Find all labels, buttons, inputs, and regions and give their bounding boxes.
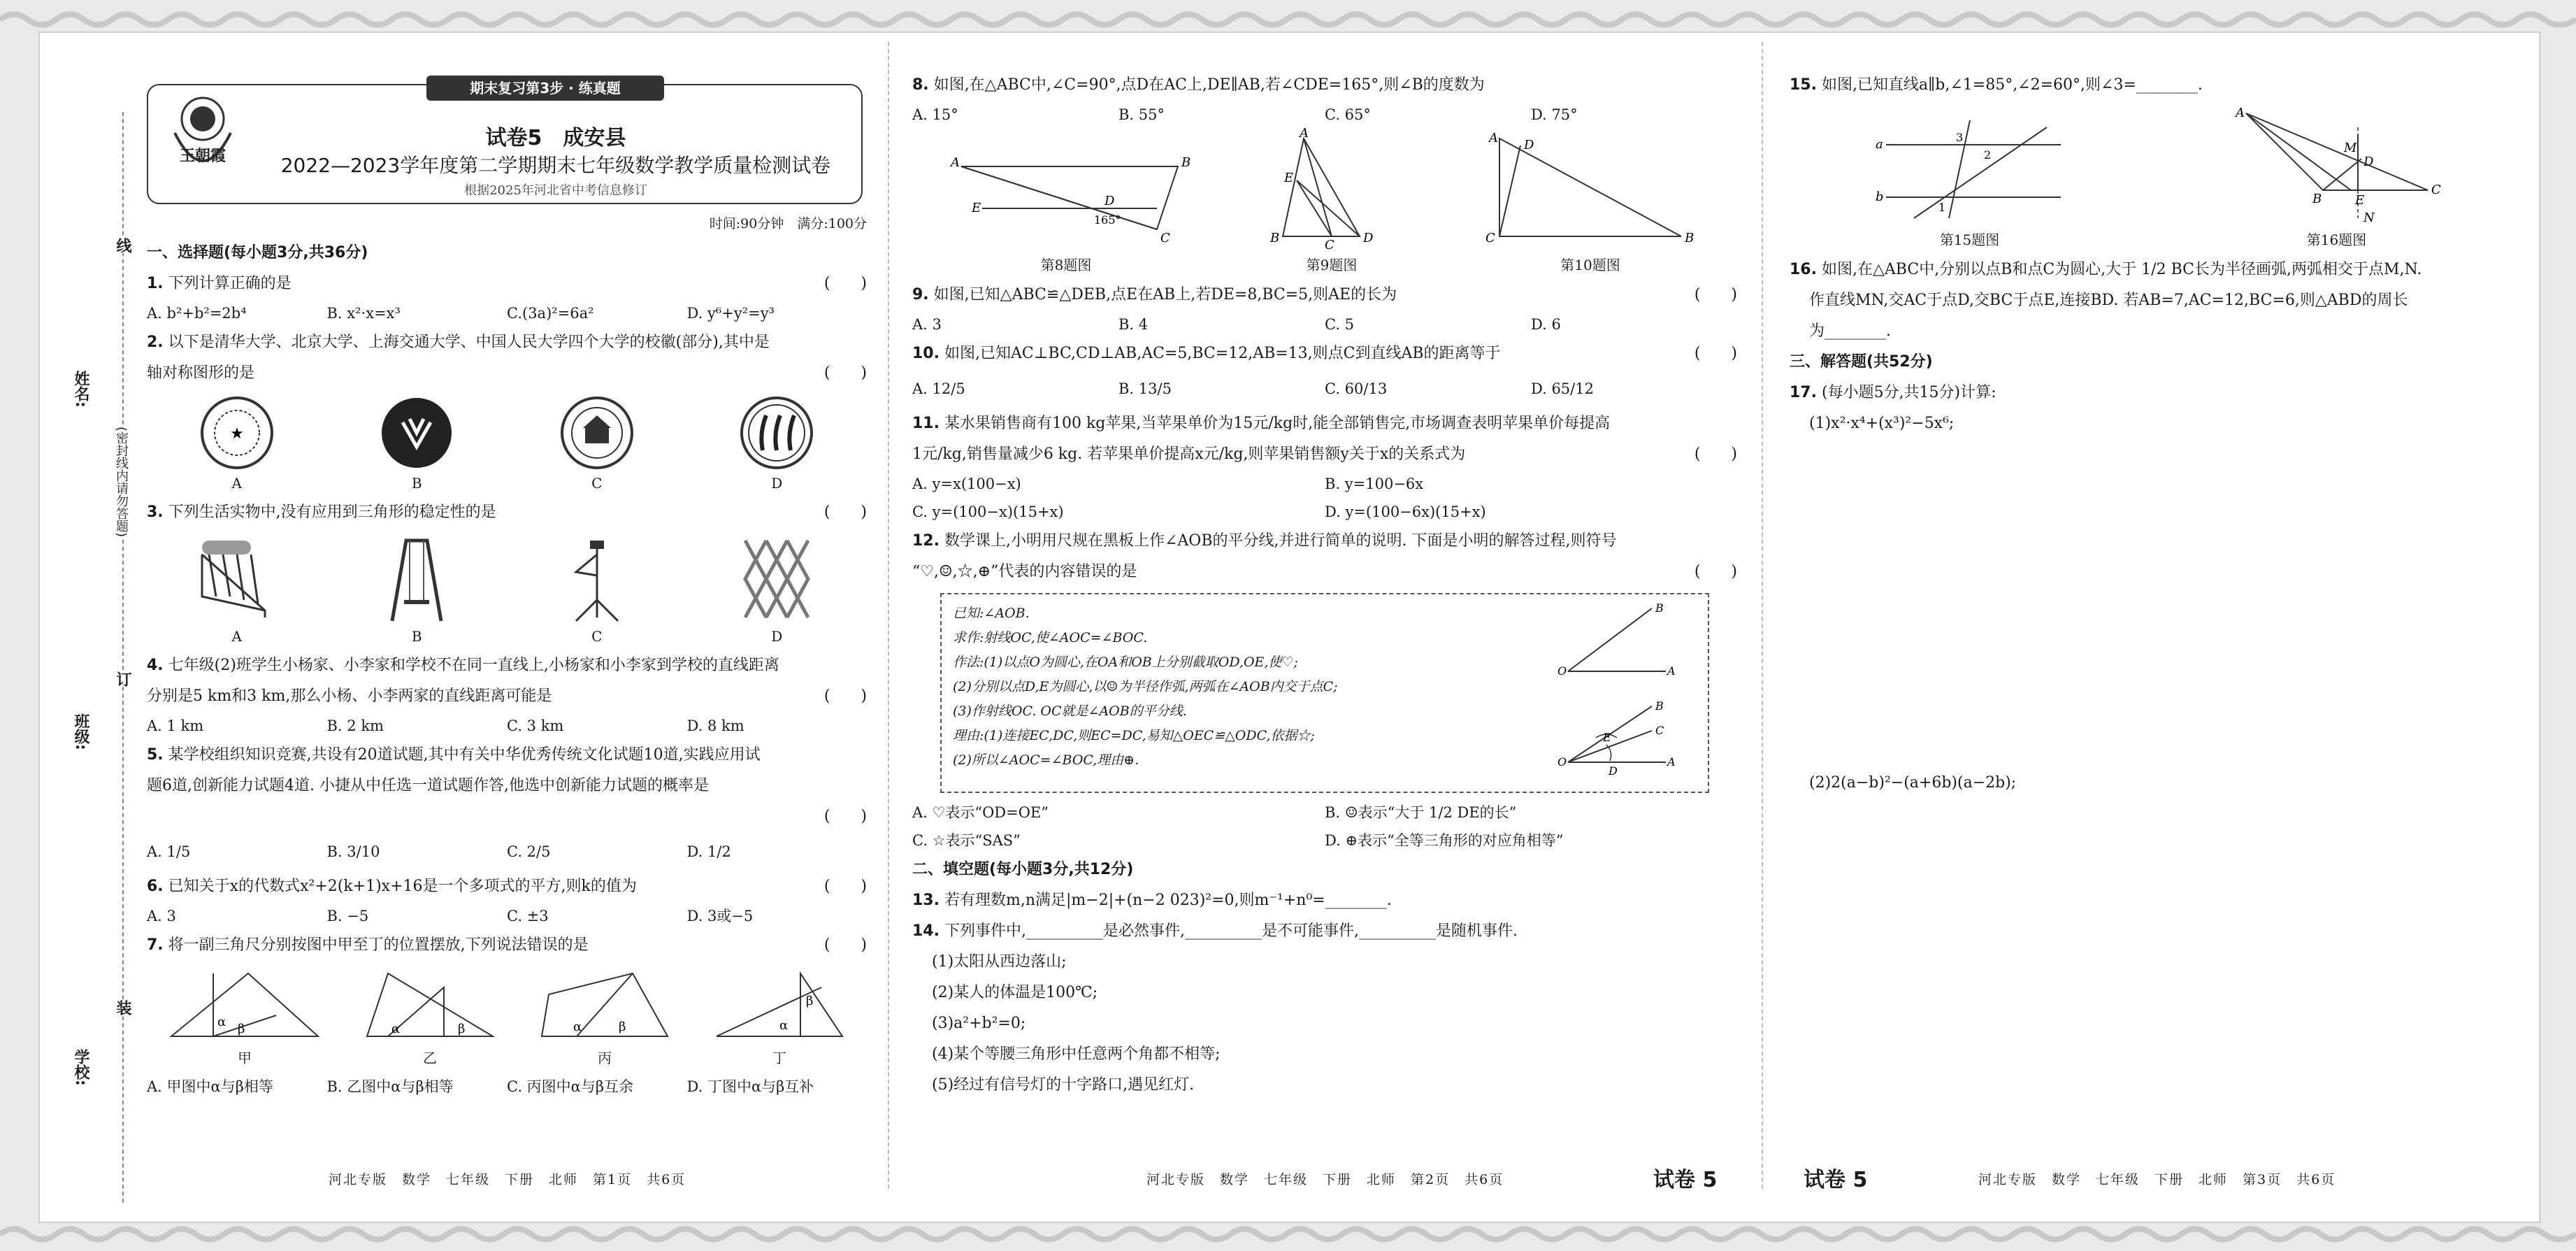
- svg-text:a: a: [1875, 137, 1883, 152]
- figure-9: [1255, 126, 1409, 252]
- column-2: 8. 如图,在△ABC中,∠C=90°,点D在AC上,DE∥AB,若∠CDE=165°,则∠B的度数为 A. 15° B. 55° C. 65° D. 75° A B C E D 165° 第8题图 A B D E C 第9题图 A C B D 第10题图 9. 如图,已知△ABC≌△DEB,点E在AB上,若DE=8,BC=5,则AE的长为 ( ) A. 3 B. 4 C. 5 D. 6 10. 如图,已知AC⊥BC,CD⊥AB,AC=5,BC=12,AB=13,则点C到直线AB的距离等于 ( ) A. 12/5 B. 13/5 C. 60/13 D. 65/12 11. 某水果销售商有100 kg苹果,当苹果单价为15元/kg时,能全部销售完,市场调查表明苹果单价每提高 1元/kg,销售量减少6 kg. 若苹果单价提高x元/kg,则苹果销售额y关于x的关系式为 ( ) A. y=x(100−x) B. y=100−6x C. y=(100−x)(15+x) D. y=(100−6x)(15+x) 12. 数学课上,小明用尺规在黑板上作∠AOB的平分线,并进行简单的说明. 下面是小明的解答过程,则符号 “♡,☺,☆,⊕”代表的内容错误的是 ( ) 已知:∠AOB. 求作:射线OC,使∠AOC=∠BOC. 作法:(1)以点O为圆心,在OA和OB上分别截取OD,OE,使♡; (2)分别以点D,E为圆心,以☺为半径作弧,两弧在∠AOB内交于点C; (3)作射线OC. OC就是∠AOB的平分线. 理由:(1)连接EC,DC,则EC=DC,易知△OEC≌△ODC,依据☆; (2)所以∠AOC=∠BOC,理由⊕. O B A O B A C E D A. ♡表示“OD=OE” B. ☺表示“大于 1/2 DE的长” C. ☆表示“SAS” D. ⊕表示“全等三角形的对应角相等” 二、填空题(每小题3分,共12分) 13. 若有理数m,n满足|m−2|+(n−2 023)²=0,则m⁻¹+n⁰=________. 14. 下列事件中,__________是必然事件,__________是不可能事件,__________是随机事件. (1)太阳从西边落山; (2)某人的体温是100℃; (3)a²+b²=0; (4)某个等腰三角形中任意两个角都不相等; (5)经过有信号灯的十字路口,遇见红灯.: [912, 42, 1737, 1101]
- question-2: 2. 以下是清华大学、北京大学、上海交通大学、中国人民大学四个大学的校徽(部分),其中是: [147, 334, 770, 351]
- svg-text:C: C: [1485, 231, 1495, 245]
- exam-subtitle: 2022—2023学年度第二学期期末七年级数学教学质量检测试卷: [280, 154, 831, 177]
- footer-page-3: 河北专版 数学 七年级 下册 北师 第3页 共6页: [1978, 1172, 2336, 1187]
- section-1-title: 一、选择题(每小题3分,共36分): [147, 244, 368, 262]
- svg-text:A: A: [1667, 664, 1676, 678]
- question-17: 17. (每小题5分,共15分)计算:: [1790, 384, 1996, 401]
- q11-options-cd: C. y=(100−x)(15+x) D. y=(100−6x)(15+x): [912, 503, 1486, 520]
- lamp-stand-icon: [555, 534, 639, 624]
- column-3: 15. 如图,已知直线a∥b,∠1=85°,∠2=60°,则∠3=________. a b 3 2 1 第15题图 A B C D E M N 第16题图 16. 如图,在△ABC中,分别以点B和点C为圆心,大于 1/2 BC长为半径画弧,两弧相交于点M,N. 作直线MN,交AC于点D,交BC于点E,连接BD. 若AB=7,AC=12,BC=6,则△ABD的周长 为________. 三、解答题(共52分) 17. (每小题5分,共15分)计算: (1)x²·x⁴+(x³)²−5x⁶; (2)2(a−b)²−(a+6b)(a−2b);: [1790, 42, 2524, 799]
- column-divider-2: [1762, 42, 1763, 1189]
- question-15: 15. 如图,已知直线a∥b,∠1=85°,∠2=60°,则∠3=________.: [1790, 76, 2203, 94]
- q12-options-cd: C. ☆表示“SAS” D. ⊕表示“全等三角形的对应角相等”: [912, 832, 1564, 849]
- swing-icon: [375, 534, 459, 624]
- review-tag: 期末复习第3步 · 练真题: [426, 76, 664, 101]
- question-3: 3. 下列生活实物中,没有应用到三角形的稳定性的是 ( ): [147, 503, 867, 521]
- q4-options: A. 1 km B. 2 km C. 3 km D. 8 km: [147, 717, 744, 734]
- figure-16: [2232, 106, 2442, 225]
- question-1: 1. 下列计算正确的是 ( ): [147, 275, 867, 292]
- svg-text:C: C: [2431, 183, 2441, 197]
- question-9: 9. 如图,已知△ABC≌△DEB,点E在AB上,若DE=8,BC=5,则AE的长为 ( ): [912, 286, 1737, 303]
- exam-number-right: 试卷 5: [1653, 1168, 1718, 1192]
- name-label: 姓名:: [72, 371, 89, 408]
- triangle-set-bing: [535, 966, 675, 1043]
- q10-options: A. 12/5 B. 13/5 C. 60/13 D. 65/12: [912, 380, 1594, 397]
- seal-char-mid: 订: [112, 671, 134, 687]
- svg-text:A: A: [1667, 755, 1676, 769]
- exam-title: 试卷5 成安县: [485, 126, 626, 150]
- svg-text:A: A: [951, 155, 960, 170]
- svg-text:C: C: [1160, 231, 1170, 245]
- svg-text:2: 2: [1983, 148, 1991, 162]
- emblem-a-icon: [199, 394, 275, 471]
- svg-text:D: D: [1363, 231, 1374, 245]
- question-6: 6. 已知关于x的代数式x²+2(k+1)x+16是一个多项式的平方,则k的值为 ( ): [147, 878, 867, 895]
- section-2-title: 二、填空题(每小题3分,共12分): [912, 861, 1134, 878]
- svg-text:B: B: [1655, 601, 1664, 615]
- q7-triangles: α β 甲 α β 乙 α β 丙 α β 丁: [147, 966, 867, 1067]
- question-8: 8. 如图,在△ABC中,∠C=90°,点D在AC上,DE∥AB,若∠CDE=165°,则∠B的度数为: [912, 76, 1485, 94]
- question-13: 13. 若有理数m,n满足|m−2|+(n−2 023)²=0,则m⁻¹+n⁰=________.: [912, 892, 1392, 909]
- q17-part-1: (1)x²·x⁴+(x³)²−5x⁶;: [1809, 415, 1955, 432]
- triangle-set-yi: [360, 966, 500, 1043]
- question-11: 11. 某水果销售商有100 kg苹果,当苹果单价为15元/kg时,能全部销售完,市场调查表明苹果单价每提高: [912, 415, 1611, 432]
- svg-text:D: D: [1524, 138, 1534, 152]
- svg-text:E: E: [1284, 171, 1294, 185]
- q3-objects: A B C D: [147, 534, 867, 645]
- column-1: 期末复习第3步 · 练真题 王朝霞 试卷5 成安县 2022—2023学年度第二学期期末七年级数学教学质量检测试卷 根据2025年河北省中考信息修订 时间:90分钟 满分:100分 一、选择题(每小题3分,共36分) 1. 下列计算正确的是 ( ) A. b²+b²=2b⁴ B. x²·x=x³ C.(3a)²=6a² D. y⁶+y²=y³ 2. 以下是清华大学、北京大学、上海交通大学、中国人民大学四个大学的校徽(部分),其中是 轴对称图形的是 ( ) ★ A B C D 3. 下列生活实物中,没有应用到三角形的稳定性的是 ( ) A B C D 4. 七年级(2)班学生小杨家、小李家和学校不在同一直线上,小杨家和小李家到学校的直线距离 分别是5 km和3 km,那么小杨、小李两家的直线距离可能是 ( ) A. 1 km B. 2 km C. 3 km D. 8 km 5. 某学校组织知识竞赛,共设有20道试题,其中有关中华优秀传统文化试题10道,实践应用试 题6道,创新能力试题4道. 小捷从中任选一道试题作答,他选中创新能力试题的概率是 ( ) A. 1/5 B. 3/10 C. 2/5 D. 1/2 6. 已知关于x的代数式x²+2(k+1)x+16是一个多项式的平方,则k的值为 ( ) A. 3 B. −5 C. ±3 D. 3或−5 7. 将一副三角尺分别按图中甲至丁的位置摆放,下列说法错误的是 ( ) α β 甲 α β 乙 α β 丙 α β 丁 A. 甲图中α与β相等 B. 乙图中α与β相等 C. 丙图中α与β互余 D. 丁图中α与β互补: [147, 42, 867, 1101]
- figure-15: [1872, 106, 2068, 225]
- revision-note: 根据2025年河北省中考信息修订: [464, 183, 647, 198]
- svg-text:165°: 165°: [1094, 213, 1121, 227]
- svg-text:C: C: [1325, 238, 1334, 252]
- q2-emblems: ★ A B C D: [147, 394, 867, 492]
- question-14: 14. 下列事件中,__________是必然事件,__________是不可能事件,__________是随机事件.: [912, 922, 1518, 940]
- triangle-set-ding: [710, 966, 849, 1043]
- column-divider-1: [888, 42, 889, 1189]
- question-12: 12. 数学课上,小明用尺规在黑板上作∠AOB的平分线,并进行简单的说明. 下面是小明的解答过程,则符号: [912, 532, 1617, 550]
- q11-options-ab: A. y=x(100−x) B. y=100−6x: [912, 476, 1424, 492]
- q9-options: A. 3 B. 4 C. 5 D. 6: [912, 316, 1561, 333]
- svg-text:D: D: [1104, 194, 1115, 208]
- svg-text:E: E: [2354, 193, 2364, 208]
- exam-number-left: 试卷 5: [1804, 1168, 1868, 1192]
- svg-text:C: C: [1655, 724, 1664, 737]
- figure-10: [1478, 131, 1702, 250]
- section-3-title: 三、解答题(共52分): [1790, 353, 1933, 371]
- question-4: 4. 七年级(2)班学生小杨家、小李家和学校不在同一直线上,小杨家和小李家到学校的直线距离: [147, 657, 779, 674]
- svg-text:D: D: [1609, 764, 1618, 778]
- svg-text:b: b: [1875, 190, 1884, 204]
- q8-q10-figures: A B C E D 165° 第8题图 A B D E C 第9题图 A C B D 第10题图: [912, 134, 1737, 274]
- q17-part-2: (2)2(a−b)²−(a+6b)(a−2b);: [1809, 774, 2017, 792]
- svg-text:N: N: [2363, 210, 2375, 225]
- svg-text:O: O: [1557, 755, 1567, 769]
- logo-text: 王朝霞: [179, 147, 226, 165]
- q7-options: A. 甲图中α与β相等 B. 乙图中α与β相等 C. 丙图中α与β互余 D. 丁图中α与β互补: [147, 1078, 814, 1095]
- publisher-logo: [161, 91, 245, 189]
- svg-text:B: B: [1181, 155, 1191, 170]
- folding-gate-icon: [735, 534, 819, 624]
- angle-bisector-figure: [1554, 601, 1694, 776]
- q8-options: A. 15° B. 55° C. 65° D. 75°: [912, 106, 1578, 123]
- svg-text:1: 1: [1938, 201, 1945, 214]
- q12-options-ab: A. ♡表示“OD=OE” B. ☺表示“大于 1/2 DE的长”: [912, 804, 1517, 821]
- svg-text:E: E: [972, 201, 981, 215]
- svg-text:E: E: [1603, 731, 1611, 744]
- footer-page-1: 河北专版 数学 七年级 下册 北师 第1页 共6页: [329, 1172, 686, 1187]
- emblem-b-icon: [378, 394, 455, 471]
- exam-header: [147, 42, 867, 198]
- q6-options: A. 3 B. −5 C. ±3 D. 3或−5: [147, 908, 754, 924]
- question-5: 5. 某学校组织知识竞赛,共设有20道试题,其中有关中华优秀传统文化试题10道,实践应用试: [147, 746, 761, 764]
- svg-text:α: α: [217, 1015, 226, 1029]
- svg-text:★: ★: [229, 425, 244, 443]
- svg-text:α: α: [573, 1020, 582, 1034]
- svg-text:β: β: [238, 1022, 245, 1036]
- svg-text:3: 3: [1955, 131, 1963, 144]
- solar-heater-icon: [195, 534, 279, 624]
- seal-char-line: 线: [112, 238, 134, 253]
- q1-options: A. b²+b²=2b⁴ B. x²·x=x³ C.(3a)²=6a² D. y⁶+y²=y³: [147, 305, 775, 322]
- svg-text:α: α: [779, 1018, 789, 1033]
- q12-construction-box: 已知:∠AOB. 求作:射线OC,使∠AOC=∠BOC. 作法:(1)以点O为圆心,在OA和OB上分别截取OD,OE,使♡; (2)分别以点D,E为圆心,以☺为半径作弧,两弧在∠AOB内交于点C; (3)作射线OC. OC就是∠AOB的平分线. 理由:(1)连接EC,DC,则EC=DC,易知△OEC≌△ODC,依据☆; (2)所以∠AOC=∠BOC,理由⊕. O B A O B A C E D: [940, 593, 1709, 793]
- top-wave-border: [0, 6, 2576, 34]
- seal-char-zhuang: 装: [112, 1000, 134, 1015]
- triangle-set-jia: [164, 966, 325, 1043]
- svg-text:β: β: [458, 1022, 466, 1036]
- svg-text:α: α: [391, 1022, 401, 1036]
- svg-text:A: A: [1489, 131, 1498, 145]
- school-label: 学校:: [72, 1049, 89, 1086]
- seal-line: [122, 112, 124, 1203]
- footer-page-2: 河北专版 数学 七年级 下册 北师 第2页 共6页: [1146, 1172, 1504, 1187]
- svg-text:A: A: [2235, 106, 2245, 120]
- svg-text:B: B: [1655, 699, 1664, 713]
- svg-text:B: B: [2312, 192, 2322, 206]
- question-16: 16. 如图,在△ABC中,分别以点B和点C为圆心,大于 1/2 BC长为半径画弧,两弧相交于点M,N.: [1790, 261, 2422, 278]
- time-score: 时间:90分钟 满分:100分: [709, 216, 867, 231]
- figure-8: [947, 145, 1191, 250]
- seal-hint: (密封线内请勿答题): [112, 427, 130, 537]
- svg-text:B: B: [1685, 231, 1694, 245]
- question-10: 10. 如图,已知AC⊥BC,CD⊥AB,AC=5,BC=12,AB=13,则点C到直线AB的距离等于 ( ): [912, 345, 1737, 362]
- q15-q16-figures: a b 3 2 1 第15题图 A B C D E M N 第16题图: [1790, 106, 2524, 249]
- emblem-c-icon: [559, 394, 635, 471]
- svg-text:B: B: [1270, 231, 1280, 245]
- answer-space-1[interactable]: [1790, 439, 2524, 768]
- q5-options: A. 1/5 B. 3/10 C. 2/5 D. 1/2: [147, 843, 731, 860]
- svg-text:β: β: [806, 994, 814, 1008]
- binding-strip: [42, 42, 133, 1189]
- svg-text:M: M: [2343, 141, 2356, 155]
- svg-text:D: D: [2363, 155, 2373, 169]
- svg-text:A: A: [1300, 126, 1309, 141]
- question-7: 7. 将一副三角尺分别按图中甲至丁的位置摆放,下列说法错误的是 ( ): [147, 936, 867, 954]
- class-label: 班级:: [72, 713, 89, 750]
- svg-text:β: β: [619, 1020, 626, 1034]
- svg-text:O: O: [1557, 664, 1567, 678]
- bottom-wave-border: [0, 1220, 2576, 1248]
- emblem-d-icon: [738, 394, 815, 471]
